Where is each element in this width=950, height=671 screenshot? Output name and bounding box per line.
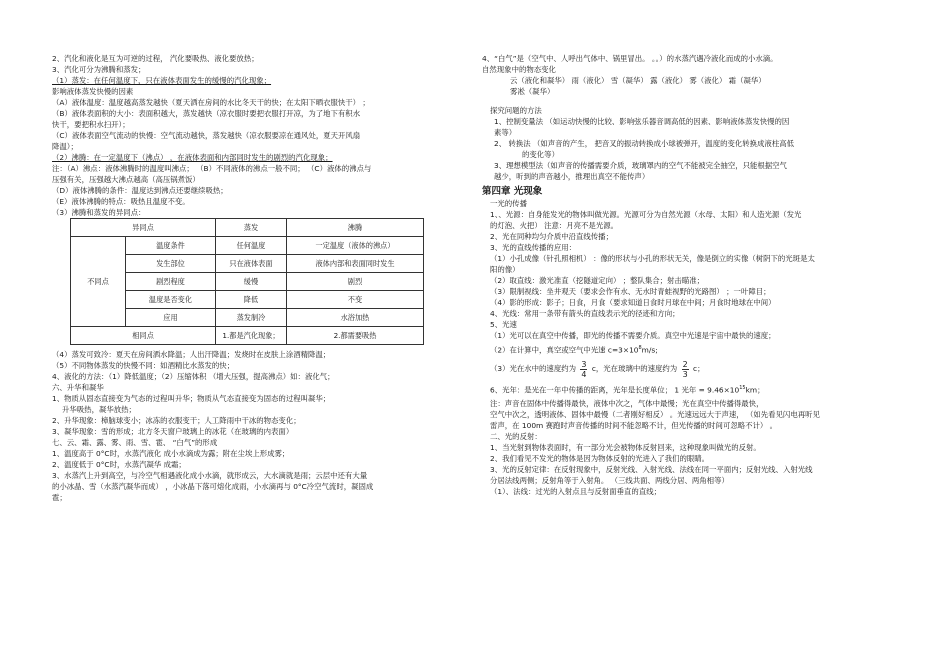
text-line: （5）不同物体蒸发的快慢不同：如酒精比水蒸发的快； <box>52 361 235 370</box>
text-line: 注：（A）沸点：液体沸腾时的温度叫沸点； （B）不同液体的沸点一般不同； （C）液体的沸点与 <box>52 164 372 173</box>
text-line: 2、汽化和液化是互为可逆的过程， 汽化要吸热、液化要放热； <box>52 54 259 63</box>
text-line: 雷声，在 100m 赛跑时声音传播的时间不能忽略不计，但光传播的时间可忽略不计） 。 <box>490 420 778 430</box>
fraction-two-thirds: $\frac{2}{3}$ <box>682 359 688 379</box>
text-line: 分居法线两侧；反射角等于入射角。 （三线共面、两线分居、两角相等） <box>490 475 729 485</box>
text-line: 的变化等） <box>522 150 559 159</box>
text-line: 3、光的反射定律：在反射现象中，反射光线、入射光线、法线在同一平面内；反射光线、入射光线 <box>490 464 813 474</box>
text-line: （D）液体沸腾的条件：温度达到沸点还要继续吸热； <box>52 186 228 195</box>
table-cell: 只在液体表面 <box>216 255 287 273</box>
table-cell: 水浴加热 <box>287 309 424 327</box>
table-cell: 一定温度（液体的沸点） <box>287 237 424 255</box>
comparison-table <box>70 218 424 345</box>
text-line <box>482 357 912 381</box>
text-line: 3、汽化可分为沸腾和蒸发； <box>52 65 146 74</box>
fraction-three-quarters: $\frac{3}{4}$ <box>581 359 587 379</box>
text-line: 六、升华和凝华 <box>52 383 104 392</box>
table-cell: 不变 <box>287 291 424 309</box>
text-line: （3）沸腾和蒸发的异同点： <box>52 208 146 217</box>
table-cell: 不同点 <box>71 237 126 327</box>
text-line: （4）影的形成：影子；日食，月食（要求知道日食时月球在中间；月食时地球在中间） <box>490 298 776 307</box>
table-cell: 剧烈程度 <box>126 273 216 291</box>
left-column <box>52 0 472 503</box>
text-line: （A）液体温度：温度越高蒸发越快（夏天洒在房间的水比冬天干的快；在太阳下晒衣服快干） ； <box>52 98 370 107</box>
section-heading: 二、光的反射： <box>490 431 542 441</box>
chapter-title: 第四章 光现象 <box>482 186 543 197</box>
text-line: 3、水蒸汽上升到高空，与冷空气相遇液化成小水滴，就形成云，大水滴就是雨；云层中还有大量 <box>52 471 368 480</box>
text-line: 4、光线：常用一条带有箭头的直线表示光的径迹和方向； <box>490 309 680 318</box>
text-line: 4、液化的方法：（1）降低温度；（2）压缩体积 （增大压强，提高沸点）如：液化气； <box>52 372 335 381</box>
light-year-text: 6、光年：是光在一年中传播的距离，光年是长度单位； 1 光年 = 9.46×10 <box>490 385 740 395</box>
text-line: 自然现象中的物态变化 <box>482 65 556 74</box>
table-row <box>71 237 424 255</box>
text-line: 雹； <box>52 493 67 502</box>
table-row <box>71 327 424 345</box>
text-line: 1、物质从固态直接变为气态的过程叫升华；物质从气态直接变为固态的过程叫凝华； <box>52 394 331 403</box>
text-line: 5、光速 <box>490 320 517 329</box>
text-line: （B）液体表面积的大小：表面积越大，蒸发越快（凉衣服时要把衣服打开凉，为了地下有积水 <box>52 109 361 118</box>
text-line <box>482 381 912 397</box>
text-line: 快干，要把积水扫开）； <box>52 120 130 129</box>
text-line: （C）液体表面空气流动的快慢：空气流动越快，蒸发越快（凉衣服要凉在通风处，夏天开风扇 <box>52 131 361 140</box>
table-cell: 2.都需要吸热 <box>287 327 424 345</box>
table-cell: 温度是否变化 <box>126 291 216 309</box>
right-column <box>482 0 912 497</box>
table-cell: 温度条件 <box>126 237 216 255</box>
text-line: （2）沸腾：在一定温度下（沸点） ，在液体表面和内部同时发生的剧烈的汽化现象； <box>52 153 333 162</box>
text-line: 2、 转换法 （如声音的产生， 把音叉的振动转换成小球被弹开，温度的变化转换成液柱高低 <box>494 139 794 148</box>
glass-speed-text: c，光在玻璃中的速度约为 <box>591 364 678 374</box>
table-cell: 降低 <box>216 291 287 309</box>
exponent: 15 <box>739 385 746 392</box>
section-heading: 探究问题的方法 <box>490 106 542 115</box>
table-header: 蒸发 <box>216 219 287 237</box>
text-line: 空气中次之，透明液体、固体中最慢（二者刚好相反） 。光速远远大于声速， （如先看见闪电再听见 <box>490 409 820 419</box>
text-line: 2、温度低于 0°C时，水蒸汽凝华 成霜； <box>52 460 186 469</box>
text-line: 七、云、霜、露、雾、雨、雪、雹、 “白气”的形成 <box>52 438 218 447</box>
table-header: 沸腾 <box>287 219 424 237</box>
text-line: 的小冰晶、雪（水蒸汽凝华而成） ，小冰晶下落可熔化成雨，小水滴再与 0°C冷空气流时，凝固成 <box>52 482 374 491</box>
exponent: 8 <box>638 345 642 351</box>
text-line: （1）蒸发：在任何温度下，只在液体表面发生的缓慢的汽化现象； <box>52 76 272 85</box>
text-line: 云（液化和凝华） 雨（液化） 雪（凝华） 露（液化） 雾（液化） 霜（凝华） <box>510 76 766 85</box>
unit-text: km； <box>745 385 765 395</box>
text-line: 2、升华现象：樟脑球变小；冰冻的衣服变干；人工降雨中干冰的物态变化； <box>52 416 301 425</box>
light-speed-text: （2）在计算中，真空或空气中光速 c=3×10 <box>490 345 639 355</box>
water-speed-text: （3）光在水中的速度约为 <box>490 364 577 374</box>
table-header: 异同点 <box>71 219 216 237</box>
text-line: （1）光可以在真空中传播，即光的传播不需要介质。真空中光速是宇宙中最快的速度； <box>490 331 776 340</box>
text-line: 压强有关，压强越大沸点越高（高压锅煮饭） <box>52 175 200 184</box>
text-line <box>482 341 912 357</box>
text-line: 3、理想模型法（如声音的传播需要介质，玻璃罩内的空气不能被完全抽空，只能根据空气 <box>494 161 787 170</box>
table-cell: 应用 <box>126 309 216 327</box>
text-line: 2、我们看见不发光的物体是因为物体反射的光进入了我们的眼睛。 <box>490 453 710 463</box>
text-line: 4、“白气”是（空气中、人呼出气体中、锅里冒出。 。。）的水蒸汽遇冷液化而成的小水滴。 <box>482 54 778 63</box>
table-cell: 剧烈 <box>287 273 424 291</box>
text-line: 1、温度高于 0°C时，水蒸汽液化 成小水滴成为露；附在尘埃上形成雾； <box>52 449 290 458</box>
text-line: 3、光的直线传播的应用： <box>490 243 577 252</box>
text-line: （1）小孔成像（针孔照相机） ：像的形状与小孔的形状无关，像是倒立的实像（树阴下的光斑是太 <box>490 254 815 263</box>
table-cell: 液体内部和表面同时发生 <box>287 255 424 273</box>
text-line: 1、控制变量法 （如运动快慢的比较、影响弦乐器音调高低的因素、影响液体蒸发快慢的因 <box>494 117 790 126</box>
text-line: （2）取直线：激光准直（挖隧道定向） ；整队集合；射击瞄准； <box>490 276 704 285</box>
table-header-row <box>71 219 424 237</box>
table-cell: 缓慢 <box>216 273 287 291</box>
table-cell: 蒸发制冷 <box>216 309 287 327</box>
text-line: （3）限制视线：坐井观天（要求会作有水、无水时青蛙视野的光路图） ；一叶障目； <box>490 287 771 296</box>
text-line: 3、凝华现象：雪的形成；北方冬天窗户玻璃上的冰花（在玻璃的内表面） <box>52 427 294 436</box>
text-line: （E）液体沸腾的特点：吸热且温度不变。 <box>52 197 190 206</box>
text-line: 2、光在同种均匀介质中沿直线传播； <box>490 232 613 241</box>
text-line: 越少，听到的声音越小，推理出真空不能传声） <box>494 172 650 181</box>
table-cell: 1.都是汽化现象； <box>216 327 287 345</box>
table-cell: 发生部位 <box>126 255 216 273</box>
text-line: 降温）； <box>52 142 78 151</box>
text-line: 素等） <box>494 128 517 137</box>
text-line: 雾凇（凝华） <box>510 87 555 96</box>
text-line: 影响液体蒸发快慢的因素 <box>52 87 134 96</box>
text-line: 1、当光射到物体表面时，有一部分光会被物体反射回来，这种现象叫做光的反射。 <box>490 442 761 452</box>
section-heading: 一光的传播 <box>490 199 527 208</box>
table-cell: 相同点 <box>71 327 216 345</box>
text-line: （4）蒸发可致冷：夏天在房间洒水降温；人出汗降温；发烧时在皮肤上涂酒精降温； <box>52 350 331 359</box>
text-line: 的灯泡、火把） 注意：月亮不是光源。 <box>490 221 618 230</box>
table-cell: 任何温度 <box>216 237 287 255</box>
unit-text: m/s; <box>641 345 658 355</box>
text-line: 升华吸热，凝华放热； <box>62 405 136 414</box>
text-line: 1、、光源：自身能发光的物体叫做光源。光源可分为自然光源（水母、太阳）和人造光源（发光 <box>490 210 802 219</box>
text-line: 注：声音在固体中传播得最快，液体中次之，气体中最慢；光在真空中传播得最快， <box>490 398 764 408</box>
c-text: c； <box>693 364 705 374</box>
text-line: （1）、法线：过光的入射点且与反射面垂直的直线； <box>490 486 661 496</box>
text-line: 阳的像） <box>490 265 520 274</box>
